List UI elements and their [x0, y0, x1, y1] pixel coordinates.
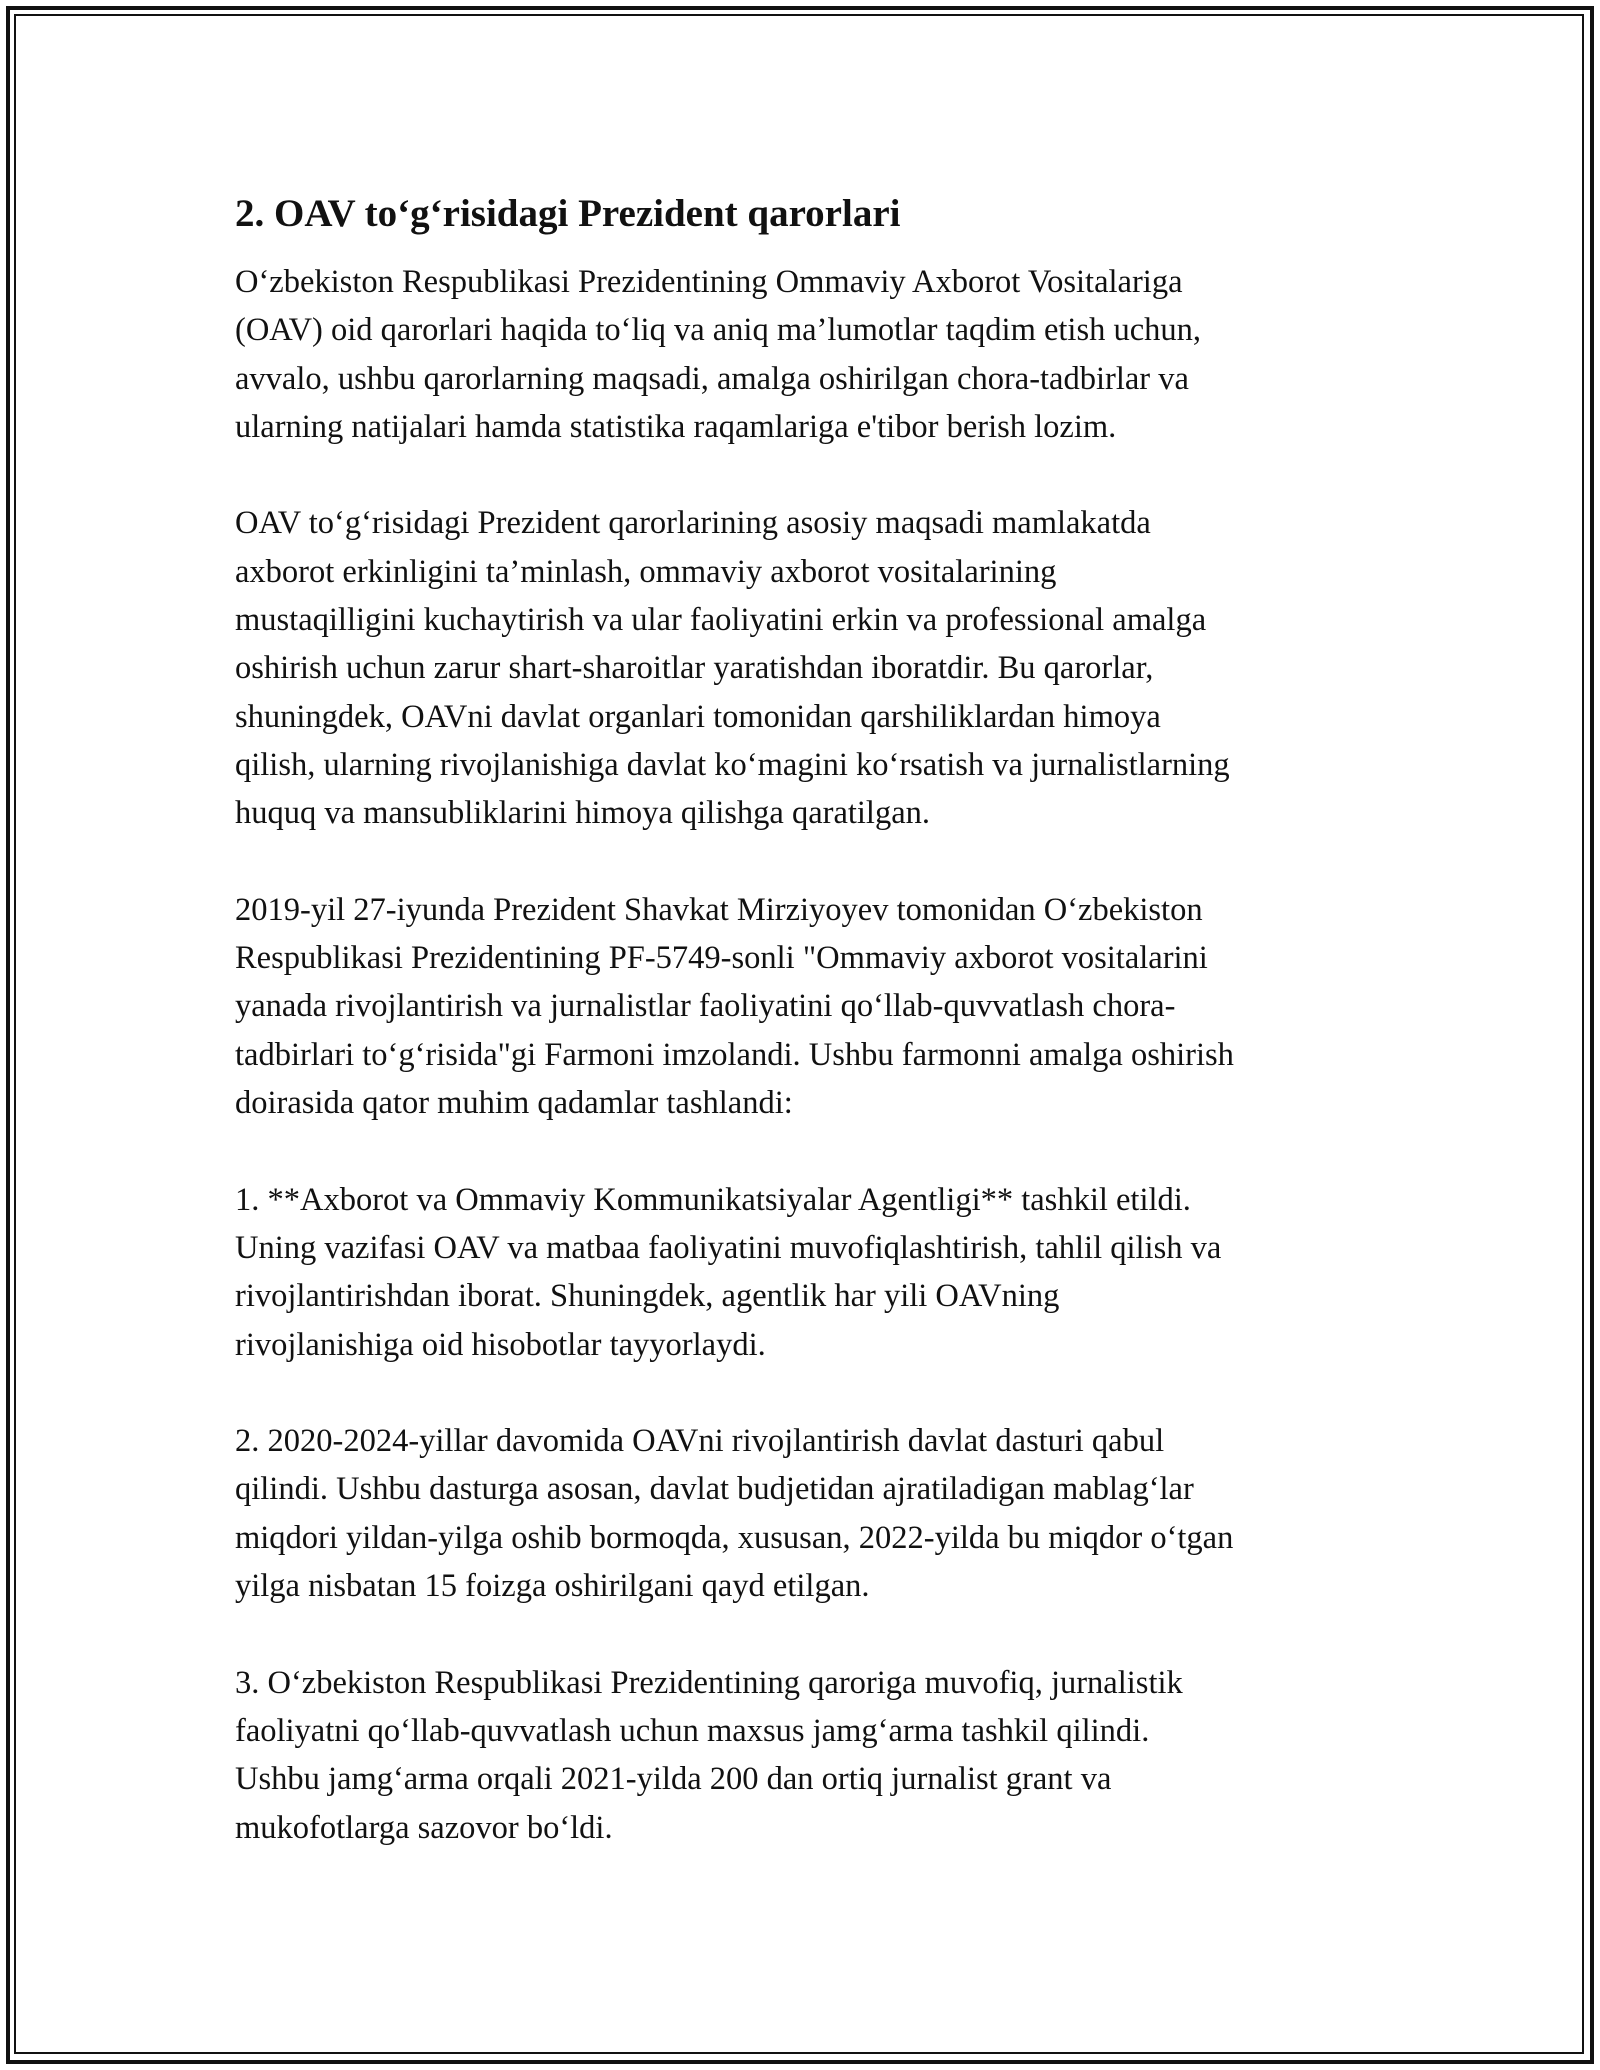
text-line: mukofotlarga sazovor bo‘ldi. [235, 1809, 613, 1846]
text-line: avvalo, ushbu qarorlarning maqsadi, amalga oshirilgan chora-tadbirlar va [235, 360, 1189, 397]
text-line: Respublikasi Prezidentining PF-5749-sonli "Ommaviy axborot vositalarini [235, 940, 1208, 977]
paragraph-intro [235, 258, 1375, 451]
text-line: (OAV) oid qarorlari haqida to‘liq va aniq ma’lumotlar taqdim etish uchun, [235, 312, 1202, 349]
document-body [235, 188, 1375, 1852]
text-line: Uning vazifasi OAV va matbaa faoliyatini muvofiqlashtirish, tahlil qilish va [235, 1229, 1222, 1266]
text-line: 1. **Axborot va Ommaviy Kommunikatsiyalar Agentligi** tashkil etildi. [235, 1181, 1191, 1218]
text-line: yanada rivojlantirish va jurnalistlar faoliyatini qo‘llab-quvvatlash chora- [235, 988, 1176, 1025]
text-line: doirasida qator muhim qadamlar tashlandi: [235, 1085, 793, 1122]
list-item-2 [235, 1417, 1375, 1610]
text-line: 2. 2020-2024-yillar davomida OAVni rivojlantirish davlat dasturi qabul [235, 1423, 1165, 1460]
text-line: Ushbu jamg‘arma orqali 2021-yilda 200 dan ortiq jurnalist grant va [235, 1761, 1112, 1798]
text-line: tadbirlari to‘g‘risida"gi Farmoni imzolandi. Ushbu farmonni amalga oshirish [235, 1036, 1234, 1073]
list-item-3 [235, 1659, 1375, 1852]
text-line: rivojlanishiga oid hisobotlar tayyorlaydi. [235, 1326, 766, 1363]
text-line: mustaqilligini kuchaytirish va ular faoliyatini erkin va professional amalga [235, 602, 1207, 639]
text-line: qilish, ularning rivojlanishiga davlat ko‘magini ko‘rsatish va jurnalistlarning [235, 746, 1230, 783]
text-line: huquq va mansubliklarini himoya qilishga qaratilgan. [235, 795, 931, 832]
paragraph-purpose [235, 499, 1375, 837]
text-line: OAV to‘g‘risidagi Prezident qarorlarining asosiy maqsadi mamlakatda [235, 505, 1151, 542]
text-line: 2019-yil 27-iyunda Prezident Shavkat Mirziyoyev tomonidan O‘zbekiston [235, 891, 1203, 928]
text-line: oshirish uchun zarur shart-sharoitlar yaratishdan iboratdir. Bu qarorlar, [235, 650, 1154, 687]
text-line: faoliyatni qo‘llab-quvvatlash uchun maxsus jamg‘arma tashkil qilindi. [235, 1712, 1150, 1749]
text-line: miqdori yildan-yilga oshib bormoqda, xususan, 2022-yilda bu miqdor o‘tgan [235, 1519, 1234, 1556]
text-line: O‘zbekiston Respublikasi Prezidentining Ommaviy Axborot Vositalariga [235, 264, 1183, 300]
paragraph-decree [235, 886, 1375, 1127]
text-line: rivojlantirishdan iborat. Shuningdek, agentlik har yili OAVning [235, 1278, 1060, 1315]
text-line: axborot erkinligini ta’minlash, ommaviy axborot vositalarining [235, 553, 1057, 590]
text-line: shuningdek, OAVni davlat organlari tomonidan qarshiliklardan himoya [235, 698, 1161, 735]
text-line: 3. O‘zbekiston Respublikasi Prezidentining qaroriga muvofiq, jurnalistik [235, 1664, 1183, 1701]
text-line: qilindi. Ushbu dasturga asosan, davlat budjetidan ajratiladigan mablag‘lar [235, 1471, 1194, 1508]
section-heading: 2. OAV to‘g‘risidagi Prezident qarorlari [235, 192, 901, 235]
list-item-1 [235, 1176, 1375, 1369]
text-line: ularning natijalari hamda statistika raqamlariga e'tibor berish lozim. [235, 408, 1117, 445]
text-line: yilga nisbatan 15 foizga oshirilgani qayd etilgan. [235, 1568, 870, 1605]
